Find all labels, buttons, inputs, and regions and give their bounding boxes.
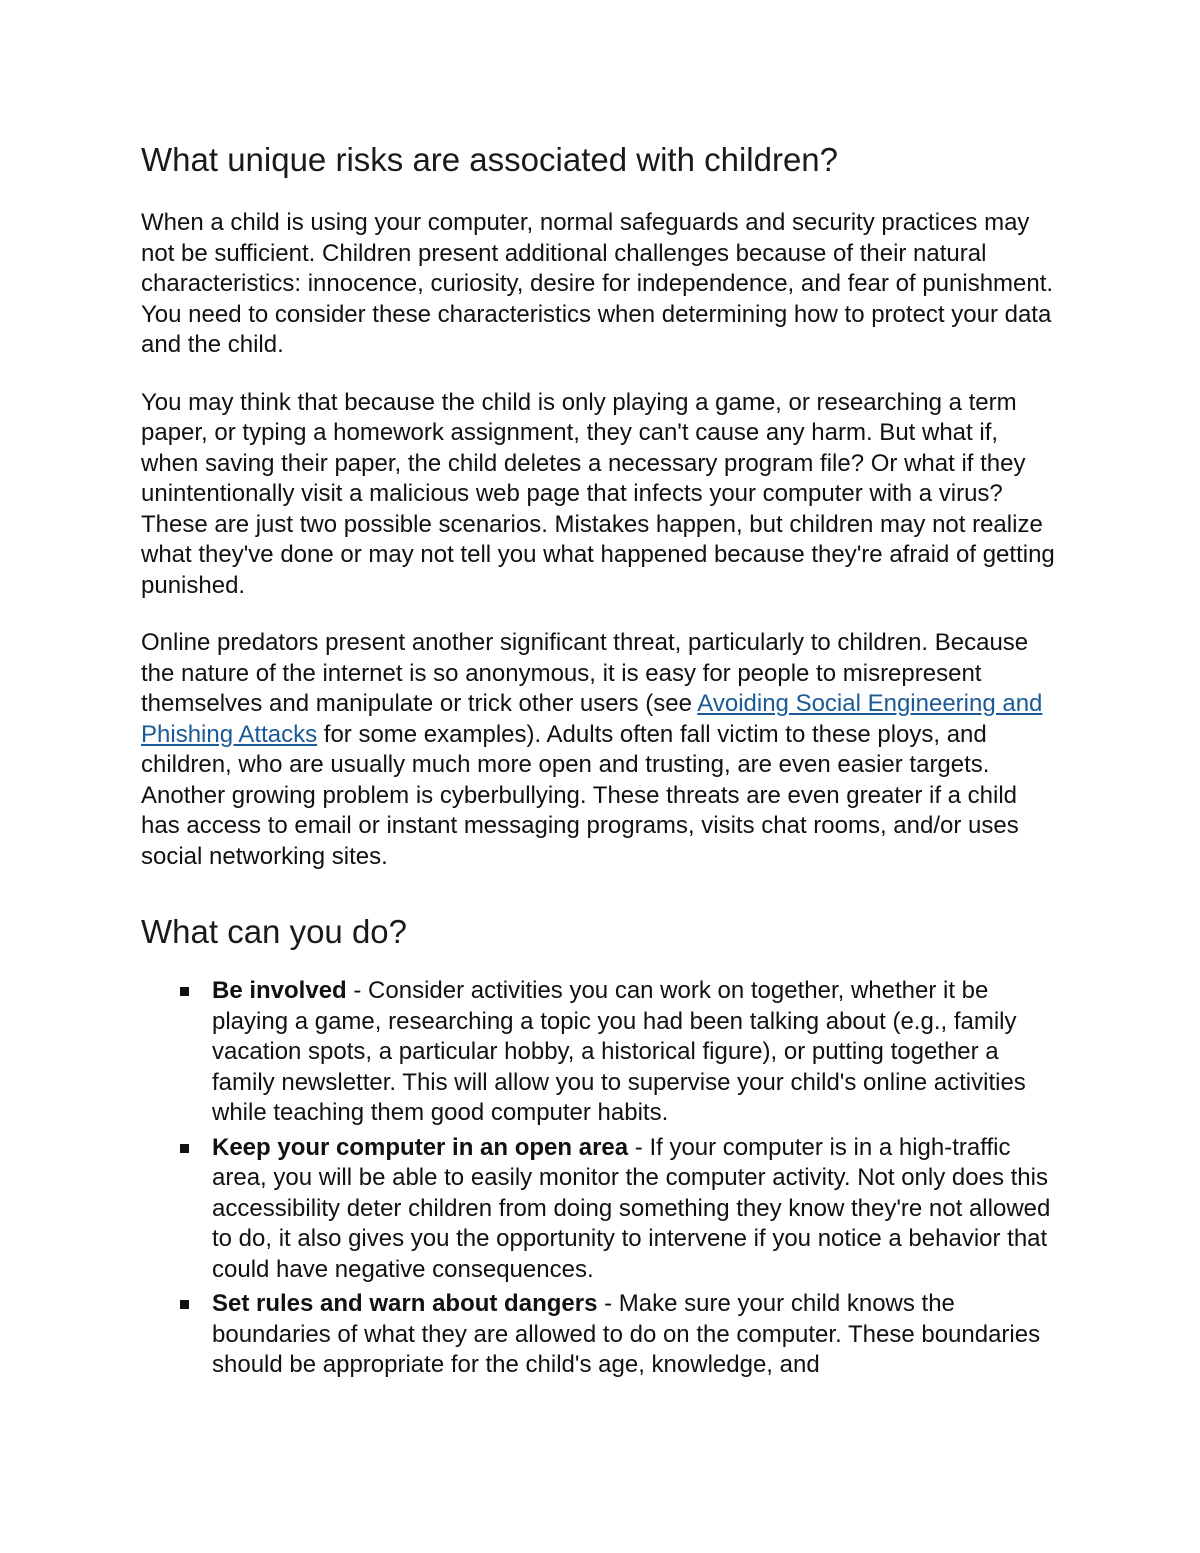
predators-text-after: for some examples). Adults often fall victim to these ploys, and children, who are usually much more open and trusting, are even easier targets. Another growing problem is cyberbullying. These threats are even greater if a child has access to email or instant messaging programs, visits chat rooms, and/or uses social networking sites. — [141, 720, 1019, 870]
document-page — [141, 140, 1061, 1385]
tip-title: Set rules and warn about dangers — [212, 1290, 598, 1317]
tip-title: Be involved — [212, 977, 347, 1004]
tip-text: - Make sure your child knows the boundaries of what they are allowed to do on the computer. These boundaries should be appropriate for the child's age, knowledge, and — [212, 1290, 1041, 1378]
heading-unique-risks: What unique risks are associated with children? — [141, 141, 839, 178]
phishing-attacks-link[interactable]: Avoiding Social Engineering and Phishing Attacks — [141, 690, 1043, 748]
tip-text: - If your computer is in a high-traffic area, you will be able to easily monitor the computer activity. Not only does this accessibility deter children from doing something they know they're not allowed to do, it also gives you the opportunity to intervene if you notice a behavior that could have negative consequences. — [212, 1133, 1051, 1283]
list-item — [141, 1289, 1061, 1381]
paragraph-safeguards: When a child is using your computer, normal safeguards and security practices may not be sufficient. Children present additional challenges because of their natural characteristics: innocence, curiosity, desire for independence, and fear of punishment. You need to consider these characteristics when determining how to protect your data and the child. — [141, 209, 1054, 358]
square-bullet-icon — [180, 1144, 189, 1153]
list-item — [141, 1133, 1061, 1286]
tips-list — [141, 976, 1061, 1381]
list-item — [141, 976, 1061, 1129]
predators-text-before: Online predators present another significant threat, particularly to children. Because the nature of the internet is so anonymous, it is easy for people to misrepresent themselves and manipulate or trick other users (see — [141, 629, 1029, 717]
tip-title: Keep your computer in an open area — [212, 1133, 629, 1161]
paragraph-predators — [141, 628, 1061, 872]
heading-what-can-you-do: What can you do? — [141, 913, 407, 950]
paragraph-scenarios: You may think that because the child is only playing a game, or researching a term paper, or typing a homework assignment, they can't cause any harm. But what if, when saving their paper, the child deletes a necessary program file? Or what if they unintentionally visit a malicious web page that infects your computer with a virus? These are just two possible scenarios. Mistakes happen, but children may not realize what they've done or may not tell you what happened because they're afraid of getting punished. — [141, 388, 1055, 599]
square-bullet-icon — [180, 1300, 189, 1309]
tip-text: - Consider activities you can work on together, whether it be playing a game, researching a topic you had been talking about (e.g., family vacation spots, a particular hobby, a historical figure), or putting together a family newsletter. This will allow you to supervise your child's online activities while teaching them good computer habits. — [212, 977, 1026, 1126]
square-bullet-icon — [180, 987, 189, 996]
